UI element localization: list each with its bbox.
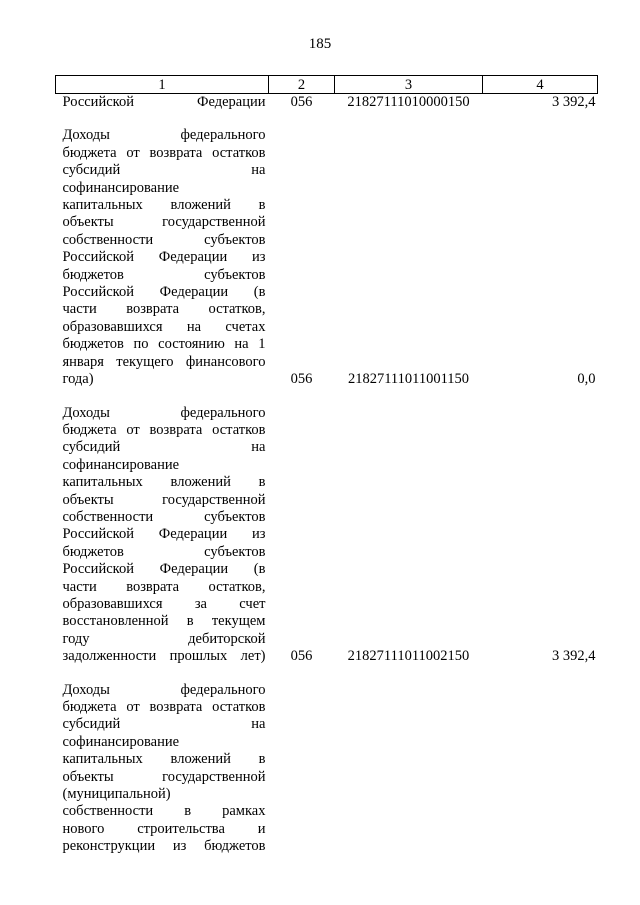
description-line (63, 631, 266, 648)
row-spacer-cell (56, 389, 598, 405)
description-text: бюджета от возврата остатков (62, 421, 266, 438)
description-line (63, 439, 266, 456)
revenue-description (56, 127, 269, 388)
table-body (56, 94, 598, 856)
description-line (63, 786, 266, 803)
description-line (63, 284, 266, 301)
description-line (63, 319, 266, 336)
description-word: из (251, 249, 266, 266)
description-line (63, 734, 266, 751)
revenue-description (56, 682, 269, 856)
admin-code: 056 (290, 648, 313, 665)
description-word: федерального (180, 127, 266, 144)
description-word: образовавшихся (62, 595, 163, 612)
description-word: на (251, 439, 266, 456)
description-word: дебиторской (188, 630, 266, 647)
description-word: вложений (170, 474, 231, 491)
description-text: Российской Федерации (62, 94, 266, 110)
description-line (63, 751, 266, 768)
description-word: субсидий (62, 162, 121, 179)
description-line (63, 509, 266, 526)
description-line (63, 354, 266, 371)
description-word: государственной (162, 491, 266, 508)
description-word: части (62, 578, 97, 595)
description-line (63, 838, 266, 855)
description-line (63, 682, 266, 699)
description-word: (в (253, 561, 266, 578)
description-word: объекты (62, 768, 114, 785)
description-word: и (257, 820, 266, 837)
description-word: федерального (180, 681, 266, 698)
description-word: субъектов (204, 508, 266, 525)
description-word: Федерации (159, 561, 229, 578)
description-word: субсидий (62, 716, 121, 733)
description-word: рамках (222, 803, 266, 820)
description-word: вложений (170, 751, 231, 768)
column-number-row (56, 76, 598, 94)
row-spacer (56, 111, 598, 127)
description-word: году (62, 630, 90, 647)
description-word: Доходы (62, 681, 110, 698)
description-line (63, 769, 266, 786)
description-word: в (184, 803, 192, 820)
description-word: на (186, 318, 202, 335)
row-spacer-cell (56, 111, 598, 127)
amount-value (483, 682, 598, 856)
column-header-3: 3 (335, 76, 483, 94)
row-spacer-cell (56, 666, 598, 682)
description-word: текущем (211, 613, 266, 630)
description-text: софинансирование (62, 179, 180, 196)
description-word: возврата (126, 301, 180, 318)
description-word: субсидий (62, 439, 121, 456)
description-word: счет (239, 595, 266, 612)
description-line (63, 544, 266, 561)
admin-code: 056 (290, 94, 313, 110)
budget-classification-code: 21827111011001150 (347, 371, 470, 388)
admin-code: 056 (290, 371, 313, 388)
revenue-table (55, 75, 598, 856)
description-word: в (258, 474, 266, 491)
amount-value: 3 392,4 (552, 94, 596, 110)
description-word: Российской (62, 284, 134, 301)
description-line (63, 596, 266, 613)
description-line (63, 371, 266, 388)
description-word: в (186, 613, 194, 630)
revenue-description (56, 405, 269, 666)
description-word: образовавшихся (62, 318, 163, 335)
description-word: собственности (62, 803, 154, 820)
table-row (56, 127, 598, 388)
budget-classification-code (335, 682, 483, 856)
description-word: собственности (62, 231, 154, 248)
description-line (63, 699, 266, 716)
amount-value: 3 392,4 (552, 648, 596, 665)
amount-value: 0,0 (577, 371, 596, 388)
description-text: реконструкции из бюджетов (62, 838, 266, 855)
description-word: субъектов (204, 266, 266, 283)
description-text: (муниципальной) (62, 786, 171, 803)
description-word: остатков, (208, 301, 266, 318)
description-line (63, 197, 266, 214)
description-line (63, 648, 266, 665)
description-word: капитальных (62, 197, 143, 214)
description-word: на (251, 716, 266, 733)
description-line (63, 249, 266, 266)
description-word: из (251, 526, 266, 543)
description-word: на (251, 162, 266, 179)
description-line (63, 457, 266, 474)
description-line (63, 492, 266, 509)
description-line (63, 180, 266, 197)
description-word: за (194, 595, 207, 612)
description-line (63, 474, 266, 491)
description-word: Федерации (159, 284, 229, 301)
page-number: 185 (308, 36, 332, 52)
description-word: нового (62, 820, 105, 837)
description-line (63, 422, 266, 439)
description-word: объекты (62, 214, 114, 231)
description-word: в (258, 751, 266, 768)
description-line (63, 162, 266, 179)
description-word: строительства (137, 820, 225, 837)
description-line (63, 94, 266, 111)
description-word: Российской (62, 526, 134, 543)
budget-classification-code: 21827111011002150 (347, 648, 470, 665)
description-line (63, 716, 266, 733)
description-line (63, 267, 266, 284)
table-row (56, 682, 598, 856)
description-text: бюджетов по состоянию на 1 (62, 336, 266, 353)
description-word: субъектов (204, 231, 266, 248)
description-line (63, 613, 266, 630)
description-word: государственной (162, 768, 266, 785)
description-line (63, 214, 266, 231)
description-text: января текущего финансового (62, 353, 266, 370)
description-line (63, 526, 266, 543)
description-text: задолженности прошлых лет) (62, 648, 266, 665)
description-text: софинансирование (62, 456, 180, 473)
column-header-4: 4 (483, 76, 598, 94)
description-text: софинансирование (62, 733, 180, 750)
description-line (63, 579, 266, 596)
row-spacer (56, 666, 598, 682)
description-word: субъектов (204, 543, 266, 560)
description-word: федерального (180, 404, 266, 421)
description-word: восстановленной (62, 613, 169, 630)
description-word: государственной (162, 214, 266, 231)
description-line (63, 127, 266, 144)
description-line (63, 561, 266, 578)
row-spacer (56, 389, 598, 405)
admin-code (269, 682, 335, 856)
description-line (63, 405, 266, 422)
description-word: вложений (170, 197, 231, 214)
description-word: счетах (225, 318, 266, 335)
budget-classification-code: 21827111010000150 (347, 94, 470, 110)
description-word: Российской (62, 249, 134, 266)
description-line (63, 301, 266, 318)
description-word: (в (253, 284, 266, 301)
description-line (63, 145, 266, 162)
description-text: бюджета от возврата остатков (62, 144, 266, 161)
description-word: Федерации (158, 526, 228, 543)
description-word: капитальных (62, 474, 143, 491)
description-line (63, 821, 266, 838)
description-line (63, 803, 266, 820)
column-header-1: 1 (56, 76, 269, 94)
description-word: остатков, (208, 578, 266, 595)
description-word: объекты (62, 491, 114, 508)
description-line (63, 336, 266, 353)
description-word: собственности (62, 508, 154, 525)
description-word: в (258, 197, 266, 214)
description-line (63, 232, 266, 249)
description-word: части (62, 301, 97, 318)
description-text: года) (62, 371, 94, 388)
description-word: Федерации (158, 249, 228, 266)
description-word: возврата (126, 578, 180, 595)
column-header-2: 2 (269, 76, 335, 94)
description-word: Доходы (62, 127, 110, 144)
revenue-description (56, 94, 269, 112)
description-word: бюджетов (62, 543, 124, 560)
description-word: Доходы (62, 404, 110, 421)
description-word: Российской (62, 561, 134, 578)
table-row (56, 94, 598, 112)
description-word: капитальных (62, 751, 143, 768)
description-text: бюджета от возврата остатков (62, 699, 266, 715)
description-word: бюджетов (62, 266, 124, 283)
table-row (56, 405, 598, 666)
